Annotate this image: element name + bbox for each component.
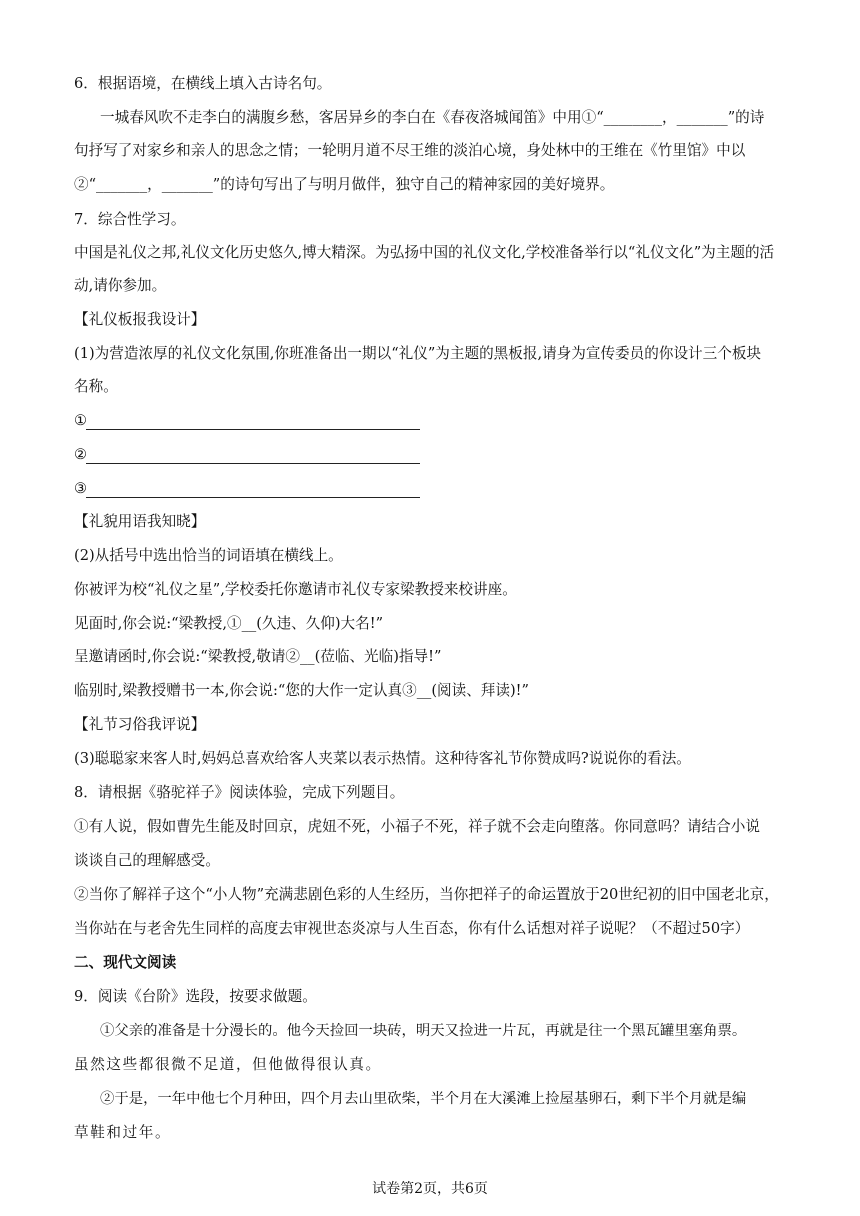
q7-part-2-item-1: 见面时,你会说:“梁教授,①__(久违、久仰)大名!” <box>74 615 384 632</box>
q7-part-1-line-2: 名称。 <box>74 378 118 395</box>
q8-item-2-line-2: 当你站在与老舍先生同样的高度去审视世态炎凉与人生百态，你有什么话想对祥子说呢？（不超过50字） <box>74 920 750 937</box>
q6-line-3: ②“_______，_______”的诗句写出了与明月做伴，独守自己的精神家园的美好境界。 <box>74 176 615 193</box>
q8-title: 8．请根据《骆驼祥子》阅读体验，完成下列题目。 <box>74 784 405 801</box>
q9-paragraph-1-line-1: ①父亲的准备是十分漫长的。他今天捡回一块砖，明天又捡进一片瓦，再就是往一个黑瓦罐里塞角票。 <box>100 1023 747 1039</box>
q9-paragraph-2-line-1: ②于是，一年中他七个月种田，四个月去山里砍柴，半个月在大溪滩上捡屋基卵石，剩下半个月就是编 <box>100 1091 747 1107</box>
q9-paragraph-1-line-2: 虽然这些都很微不足道，但他做得很认真。 <box>74 1056 382 1073</box>
section-2-heading: 二、现代文阅读 <box>74 954 177 971</box>
q7-part-1-line-1: (1)为营造浓厚的礼仪文化氛围,你班准备出一期以“礼仪”为主题的黑板报,请身为宣传委员的你设计三个板块 <box>74 345 762 362</box>
q9-title: 9．阅读《台阶》选段，按要求做题。 <box>74 988 317 1005</box>
q6-line-1: 一城春风吹不走李白的满腹乡愁，客居异乡的李白在《春夜洛城闻笛》中用①“________，_______”的诗 <box>100 109 765 126</box>
answer-blank-3-line[interactable] <box>86 497 420 498</box>
q8-item-2-line-1: ②当你了解祥子这个“小人物”充满悲剧色彩的人生经历，当你把祥子的命运置放于20世纪初的旧中国老北京， <box>74 886 779 903</box>
q6-title: 6．根据语境，在横线上填入古诗名句。 <box>74 75 332 92</box>
q7-part-3-question: (3)聪聪家来客人时,妈妈总喜欢给客人夹菜以表示热情。这种待客礼节你赞成吗?说说你的看法。 <box>74 750 691 767</box>
q7-section-1-heading: 【礼仪板报我设计】 <box>74 311 206 328</box>
q7-part-2-item-2: 呈邀请函时,你会说:“梁教授,敬请②__(莅临、光临)指导!” <box>74 648 442 665</box>
q7-part-2-context: 你被评为校“礼仪之星”,学校委托你邀请市礼仪专家梁教授来校讲座。 <box>74 581 517 598</box>
q8-item-1-line-1: ①有人说，假如曹先生能及时回京，虎妞不死，小福子不死，祥子就不会走向堕落。你同意吗？请结合小说 <box>74 818 760 835</box>
answer-blank-1-number: ① <box>74 412 88 429</box>
q7-section-2-heading: 【礼貌用语我知晓】 <box>74 513 206 530</box>
page-footer: 试卷第2页，共6页 <box>372 1181 488 1197</box>
q7-part-2-instruction: (2)从括号中选出恰当的词语填在横线上。 <box>74 547 343 564</box>
q8-item-1-line-2: 谈谈自己的理解感受。 <box>74 852 220 869</box>
answer-blank-2-line[interactable] <box>86 463 420 464</box>
q7-title: 7．综合性学习。 <box>74 211 186 228</box>
q6-line-2: 句抒写了对家乡和亲人的思念之情；一轮明月道不尽王维的淡泊心境，身处林中的王维在《竹里馆》中以 <box>74 142 746 159</box>
answer-blank-2-number: ② <box>74 446 88 463</box>
q7-intro-1: 中国是礼仪之邦,礼仪文化历史悠久,博大精深。为弘扬中国的礼仪文化,学校准备举行以“礼仪文化”为主题的活 <box>74 244 775 261</box>
q7-part-2-item-3: 临别时,梁教授赠书一本,你会说:“您的大作一定认真③__(阅读、拜读)!” <box>74 682 529 699</box>
q7-intro-2: 动,请你参加。 <box>74 277 167 294</box>
answer-blank-3-number: ③ <box>74 480 88 497</box>
q7-section-3-heading: 【礼节习俗我评说】 <box>74 716 206 733</box>
q9-paragraph-2-line-2: 草鞋和过年。 <box>74 1124 172 1141</box>
answer-blank-1-line[interactable] <box>86 429 420 430</box>
